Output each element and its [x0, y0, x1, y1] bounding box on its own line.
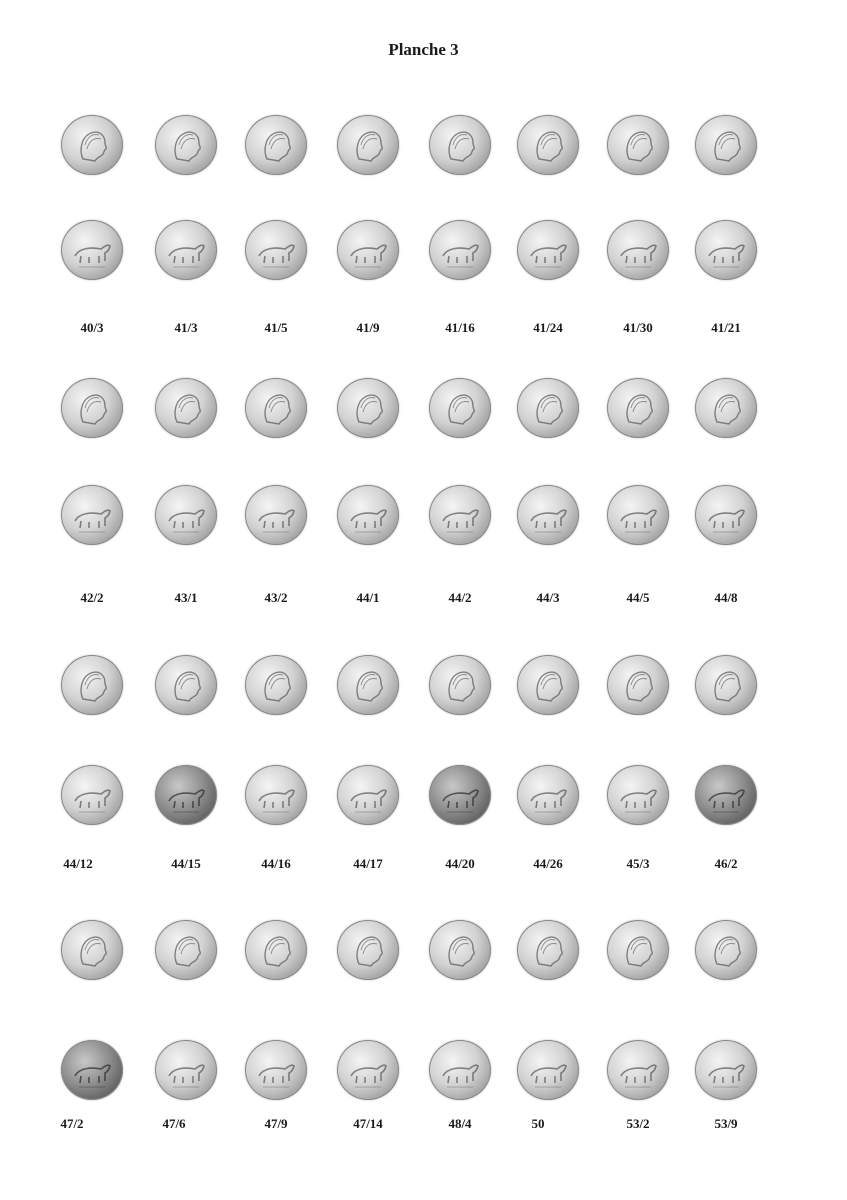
- coin-obverse-image: [61, 378, 123, 438]
- coin-obverse-image: [155, 920, 217, 980]
- coin-catalog-label: 44/1: [356, 590, 380, 605]
- coin-catalog-label: 44/5: [626, 590, 650, 605]
- coin-catalog-label: 46/2: [714, 856, 738, 871]
- coin-catalog-label: 40/3: [80, 320, 104, 335]
- coin-reverse-image: [155, 1040, 217, 1100]
- coin-reverse-image: [61, 485, 123, 545]
- coin-obverse-image: [695, 655, 757, 715]
- coin-reverse-image: [517, 765, 579, 825]
- coin-catalog-label: 41/24: [533, 320, 563, 335]
- page-title: Planche 3: [388, 40, 459, 59]
- coin-obverse-image: [337, 378, 399, 438]
- coin-reverse-image: [61, 220, 123, 280]
- coin-reverse-image: [61, 765, 123, 825]
- coin-catalog-label: 44/2: [448, 590, 472, 605]
- coin-obverse-image: [429, 115, 491, 175]
- coin-reverse-image: [337, 485, 399, 545]
- coin-reverse-image: [695, 220, 757, 280]
- coin-reverse-image: [695, 485, 757, 545]
- coin-obverse-image: [337, 115, 399, 175]
- coin-reverse-image: [429, 220, 491, 280]
- coin-obverse-image: [607, 655, 669, 715]
- coin-reverse-image: [607, 485, 669, 545]
- coin-reverse-image: [337, 765, 399, 825]
- coin-reverse-image: [607, 765, 669, 825]
- coin-reverse-image: [429, 765, 491, 825]
- coin-catalog-label: 47/2: [60, 1116, 84, 1131]
- coin-obverse-image: [607, 378, 669, 438]
- coin-reverse-image: [155, 220, 217, 280]
- coin-obverse-image: [155, 655, 217, 715]
- coin-obverse-image: [429, 920, 491, 980]
- coin-obverse-image: [695, 378, 757, 438]
- coin-catalog-label: 43/1: [174, 590, 198, 605]
- coin-obverse-image: [155, 115, 217, 175]
- coin-obverse-image: [429, 655, 491, 715]
- coin-catalog-label: 41/21: [711, 320, 741, 335]
- coin-reverse-image: [429, 1040, 491, 1100]
- coin-obverse-image: [607, 115, 669, 175]
- coin-obverse-image: [517, 378, 579, 438]
- coin-obverse-image: [155, 378, 217, 438]
- coin-reverse-image: [695, 1040, 757, 1100]
- coin-catalog-label: 45/3: [626, 856, 650, 871]
- coin-catalog-label: 53/2: [626, 1116, 650, 1131]
- coin-reverse-image: [245, 485, 307, 545]
- coin-reverse-image: [337, 1040, 399, 1100]
- coin-catalog-label: 43/2: [264, 590, 288, 605]
- coin-reverse-image: [337, 220, 399, 280]
- coin-reverse-image: [607, 220, 669, 280]
- coin-catalog-label: 41/30: [623, 320, 653, 335]
- coin-reverse-image: [517, 220, 579, 280]
- coin-reverse-image: [61, 1040, 123, 1100]
- coin-catalog-label: 44/16: [261, 856, 291, 871]
- coin-obverse-image: [429, 378, 491, 438]
- coin-obverse-image: [695, 920, 757, 980]
- coin-reverse-image: [155, 485, 217, 545]
- coin-catalog-label: 41/9: [356, 320, 380, 335]
- coin-obverse-image: [245, 378, 307, 438]
- coin-obverse-image: [517, 655, 579, 715]
- coin-catalog-label: 44/3: [536, 590, 560, 605]
- coin-catalog-label: 44/17: [353, 856, 383, 871]
- coin-catalog-label: 42/2: [80, 590, 104, 605]
- coin-obverse-image: [245, 655, 307, 715]
- coin-catalog-label: 44/26: [533, 856, 563, 871]
- coin-catalog-label: 47/6: [162, 1116, 186, 1131]
- coin-reverse-image: [517, 1040, 579, 1100]
- coin-reverse-image: [245, 765, 307, 825]
- coin-reverse-image: [695, 765, 757, 825]
- coin-obverse-image: [517, 115, 579, 175]
- coin-catalog-label: 44/20: [445, 856, 475, 871]
- coin-reverse-image: [607, 1040, 669, 1100]
- coin-reverse-image: [429, 485, 491, 545]
- coin-obverse-image: [337, 920, 399, 980]
- coin-obverse-image: [61, 655, 123, 715]
- coin-obverse-image: [61, 920, 123, 980]
- coin-reverse-image: [245, 220, 307, 280]
- coin-catalog-label: 47/9: [264, 1116, 288, 1131]
- coin-catalog-label: 44/15: [171, 856, 201, 871]
- coin-obverse-image: [245, 115, 307, 175]
- coin-reverse-image: [155, 765, 217, 825]
- coin-catalog-label: 41/3: [174, 320, 198, 335]
- coin-catalog-label: 41/16: [445, 320, 475, 335]
- coin-reverse-image: [245, 1040, 307, 1100]
- coin-catalog-label: 48/4: [448, 1116, 472, 1131]
- coin-obverse-image: [337, 655, 399, 715]
- coin-obverse-image: [245, 920, 307, 980]
- coin-obverse-image: [695, 115, 757, 175]
- coin-catalog-label: 53/9: [714, 1116, 738, 1131]
- coin-obverse-image: [517, 920, 579, 980]
- coin-catalog-label: 44/12: [63, 856, 93, 871]
- coin-reverse-image: [517, 485, 579, 545]
- coin-obverse-image: [61, 115, 123, 175]
- coin-catalog-label: 50: [531, 1116, 545, 1131]
- coin-catalog-label: 47/14: [353, 1116, 383, 1131]
- coin-obverse-image: [607, 920, 669, 980]
- coin-catalog-label: 41/5: [264, 320, 288, 335]
- coin-catalog-label: 44/8: [714, 590, 738, 605]
